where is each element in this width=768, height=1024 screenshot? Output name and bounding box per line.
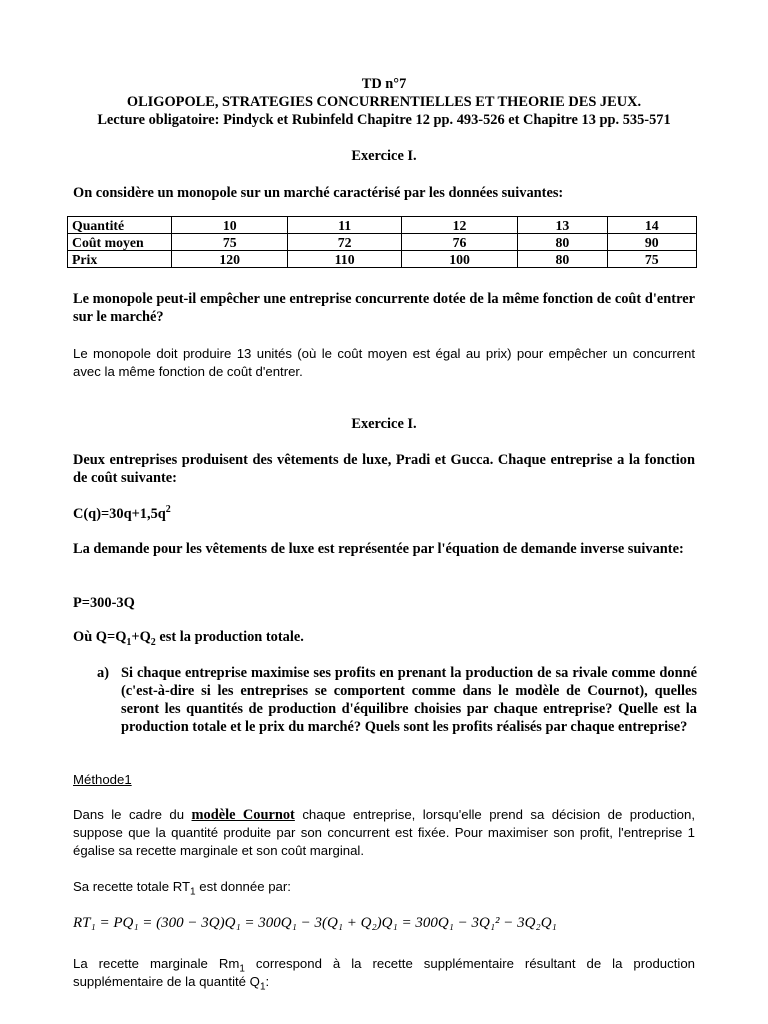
table-cell: 100 [401, 251, 517, 268]
total-prefix: Où Q=Q [73, 629, 127, 645]
demand-intro: La demande pour les vêtements de luxe est représentée par l'équation de demande inverse suivante: [73, 541, 684, 557]
question-a [97, 664, 697, 736]
rm-text-1: La recette marginale Rm [73, 956, 240, 971]
table-cell: 76 [401, 234, 517, 251]
table-cell: 12 [401, 217, 517, 234]
marginal-revenue-paragraph [73, 955, 695, 991]
rm-subscript-2: 1 [259, 981, 266, 993]
table-cell: 75 [172, 234, 288, 251]
subscript-1: 1 [126, 636, 132, 648]
table-cell: 90 [607, 234, 696, 251]
cost-function [73, 505, 695, 523]
method-paragraph [73, 806, 695, 860]
table-cell: 13 [518, 217, 607, 234]
exercise-2-heading: Exercice I. [351, 416, 417, 432]
table-row-label: Quantité [68, 217, 172, 234]
document-title: OLIGOPOLE, STRATEGIES CONCURRENTIELLES ET THEORIE DES JEUX. [126, 94, 642, 110]
reading-reference: Lecture obligatoire: Pindyck et Rubinfeld Chapitre 12 pp. 493-526 et Chapitre 13 pp. 535-571 [97, 112, 671, 128]
table-row [68, 234, 697, 251]
subscript-2: 2 [150, 636, 156, 648]
question-a-text: Si chaque entreprise maximise ses profits en prenant la production de sa rivale comme donné (c'est-à-dire si les entreprises se comportent comme dans le modèle de Cournot), quelles seront les quantités de production d'équilibre choisies par chaque entreprise? Quelle est la production totale et le prix du marché? Quels sont les profits réalisés par chaque entreprise? [121, 665, 697, 735]
exercise-1-answer: Le monopole doit produire 13 unités (où le coût moyen est égal au prix) pour empêcher un concurrent avec la même fonction de coût d'entrer. [73, 346, 695, 379]
question-a-marker: a) [97, 665, 109, 681]
table-cell: 80 [518, 234, 607, 251]
total-revenue-line [73, 878, 695, 896]
method-label: Méthode1 [73, 772, 132, 787]
cost-exponent: 2 [165, 504, 171, 516]
exercise-1-question: Le monopole peut-il empêcher une entreprise concurrente dotée de la même fonction de coût d'entrer sur le marché? [73, 291, 695, 325]
td-number: TD n°7 [361, 76, 407, 92]
total-suffix: est la production totale. [155, 629, 304, 645]
monopoly-data-table [67, 216, 697, 268]
table-cell: 110 [288, 251, 401, 268]
demand-equation: P=300-3Q [73, 595, 135, 611]
rm-subscript-1: 1 [239, 963, 245, 975]
rt-prefix: Sa recette totale RT [73, 879, 191, 894]
table-cell: 14 [607, 217, 696, 234]
table-row-label: Coût moyen [68, 234, 172, 251]
cournot-model-link[interactable]: modèle Cournot [191, 807, 295, 823]
table-cell: 120 [172, 251, 288, 268]
total-plus: +Q [131, 629, 151, 645]
table-cell: 10 [172, 217, 288, 234]
exercise-1-heading: Exercice I. [351, 148, 417, 164]
table-row-label: Prix [68, 251, 172, 268]
rm-text-2: correspond à la recette supplémentaire résultant de la production supplémentaire de la quantité Q [73, 956, 695, 989]
exercise-2-intro: Deux entreprises produisent des vêtements de luxe, Pradi et Gucca. Chaque entreprise a la fonction de coût suivante: [73, 452, 695, 486]
rm-text-3: : [265, 974, 270, 989]
table-cell: 11 [288, 217, 401, 234]
method-text-before: Dans le cadre du [73, 807, 192, 822]
table-cell: 72 [288, 234, 401, 251]
cost-function-text: C(q)=30q+1,5q [73, 506, 166, 522]
table-row [68, 217, 697, 234]
rt-suffix: est donnée par: [195, 879, 291, 894]
table-row [68, 251, 697, 268]
table-cell: 75 [607, 251, 696, 268]
method-text-after: chaque entreprise, lorsqu'elle prend sa décision de production, suppose que la quantité produite par son concurrent est fixée. Pour maximiser son profit, l'entreprise 1 égalise sa recette marginale et son coût marginal. [73, 807, 695, 858]
total-production-line [73, 628, 695, 646]
table-cell: 80 [518, 251, 607, 268]
exercise-1-intro: On considère un monopole sur un marché caractérisé par les données suivantes: [73, 185, 564, 201]
rt-subscript: 1 [190, 886, 196, 898]
total-revenue-formula: RT₁ = PQ₁ = (300 − 3Q)Q₁ = 300Q₁ − 3(Q₁ + Q₂)Q₁ = 300Q₁ − 3Q₁² − 3Q₂Q₁ [73, 915, 557, 931]
